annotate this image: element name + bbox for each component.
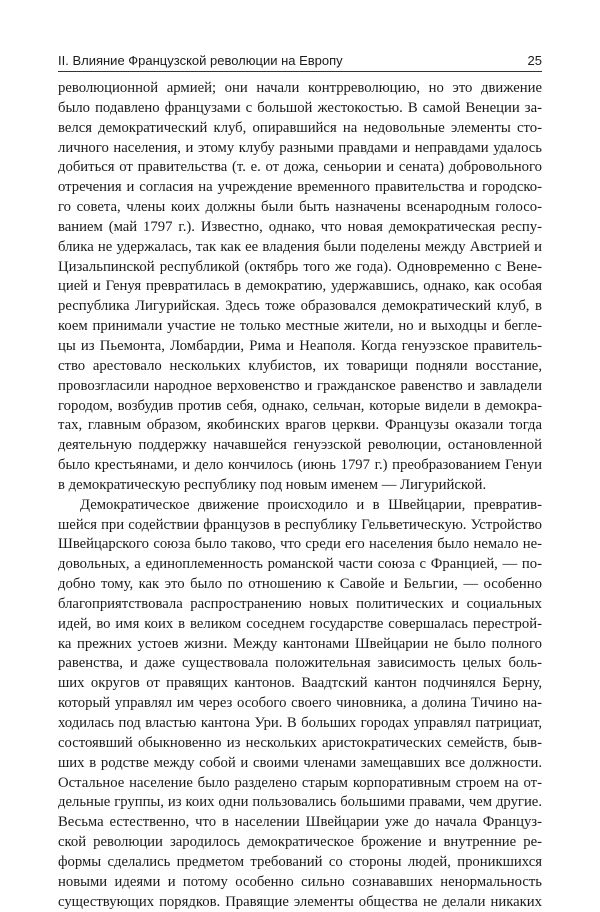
text-line: новыми идеями и потому особенно сильно сознававших ненормальность [58,873,542,890]
text-line: Остальное население было разделено старым корпоративным строем на от- [58,774,542,791]
text-line: благоприятствовала распространению новых политических и социальных [58,595,542,612]
text-line: добно тому, как это было по отношению к Савойе и Бельгии, — особенно [58,576,542,593]
paragraph [58,79,542,496]
text-line: ской революции зародилось демократическое брожение и внутренние ре- [58,834,542,851]
text-line: блика не удержалась, так как ее владения были поделены между Австрией и [58,238,542,255]
paragraph [58,496,542,912]
text-line: было крестьянами, и дело кончилось (июнь 1797 г.) преобразованием Генуи [58,457,542,474]
text-line: Цизальпинской республикой (октябрь того же года). Одновременно с Вене- [58,258,542,275]
running-header [58,51,542,71]
text-line: ство арестовало нескольких клубистов, их товарищи подняли восстание, [58,357,542,374]
text-line: существующих порядков. Правящие элементы общества не делали никаких [58,893,542,910]
text-line: революционной армией; они начали контрреволюцию, но это движение [58,80,542,96]
page-number: 25 [527,53,542,68]
text-line: формы сделались предметом требований со стороны людей, проникшихся [58,853,542,870]
text-line: цы из Пьемонта, Ломбардии, Рима и Неаполя. Когда генуэзское правитель- [58,337,542,354]
text-line: в демократическую республику под новым именем — Лигурийской. [58,476,487,493]
text-line: добиться от правительства (т. е. от дожа, сеньории и сената) добровольного [58,159,542,176]
text-line: который управлял им через особого своего чиновника, а долина Тичино на- [58,695,542,712]
text-line: республика Лигурийская. Здесь тоже образовался демократический клуб, в [58,298,542,315]
text-line: тах, главным образом, якобинских врагов церкви. Французы оказали тогда [58,417,542,434]
text-line: велся демократический клуб, опиравшийся на недовольные элементы сто- [58,119,542,136]
text-line: Демократическое движение происходило и в Швейцарии, превратив- [80,496,542,513]
text-line: равенства, и даже существовала положительная зависимость целых боль- [58,655,542,672]
text-line: ших округов от правящих кантонов. Ваадтский кантон подчинялся Берну, [58,675,542,692]
text-line: провозгласили народное верховенство и гражданское равенство и завладели [58,377,542,394]
text-line: ка прежних устоев жизни. Между кантонами Швейцарии не было полного [58,635,542,652]
text-line: цией и Генуя превратилась в демократию, удержавшись, однако, как особая [58,278,542,295]
text-line: дельные группы, из коих одни пользовались большими правами, чем другие. [58,794,542,811]
text-line: ходилась под властью кантона Ури. В больших городах управлял патрициат, [58,715,542,731]
body-text [58,79,542,912]
text-line: го совета, члены коих должны были быть назначены всенародным голосо- [58,199,542,216]
text-line: было подавлено французами с большой жестокостью. В самой Венеции за- [58,99,542,116]
text-line: состоявший обыкновенно из нескольких аристократических семейств, быв- [58,734,542,751]
text-line: ших в родстве между собой и своими членами замещавших все должности. [58,754,542,771]
text-line: идей, во имя коих в великом соседнем государстве совершалась перестрой- [58,615,542,632]
text-line: Швейцарского союза было таково, что среди его населения было немало не- [58,536,542,553]
text-line: довольных, а единоплеменность романской части союза с Францией, — по- [58,556,542,573]
chapter-title: II. Влияние Французской революции на Европу [58,53,343,68]
text-line: шейся при содействии французов в республику Гельветическую. Устройство [58,516,542,533]
header-rule [58,71,542,72]
text-line: личного населения, и этому клубу разными правдами и неправдами удалось [58,139,542,156]
text-line: деятельную поддержку начавшейся генуэзской революции, остановленной [58,437,542,454]
text-line: ванием (май 1797 г.). Известно, однако, что новая демократическая респу- [58,218,542,235]
text-line: Весьма естественно, что в населении Швейцарии уже до начала Француз- [58,814,542,831]
text-line: коем принимали участие не только местные жители, но и выходцы и беглe- [58,318,542,335]
text-line: отречения и согласия на учреждение временного правительства и городско- [58,179,542,196]
text-line: городом, возбудив против себя, однако, сельчан, которые видели в демокра- [58,397,542,414]
